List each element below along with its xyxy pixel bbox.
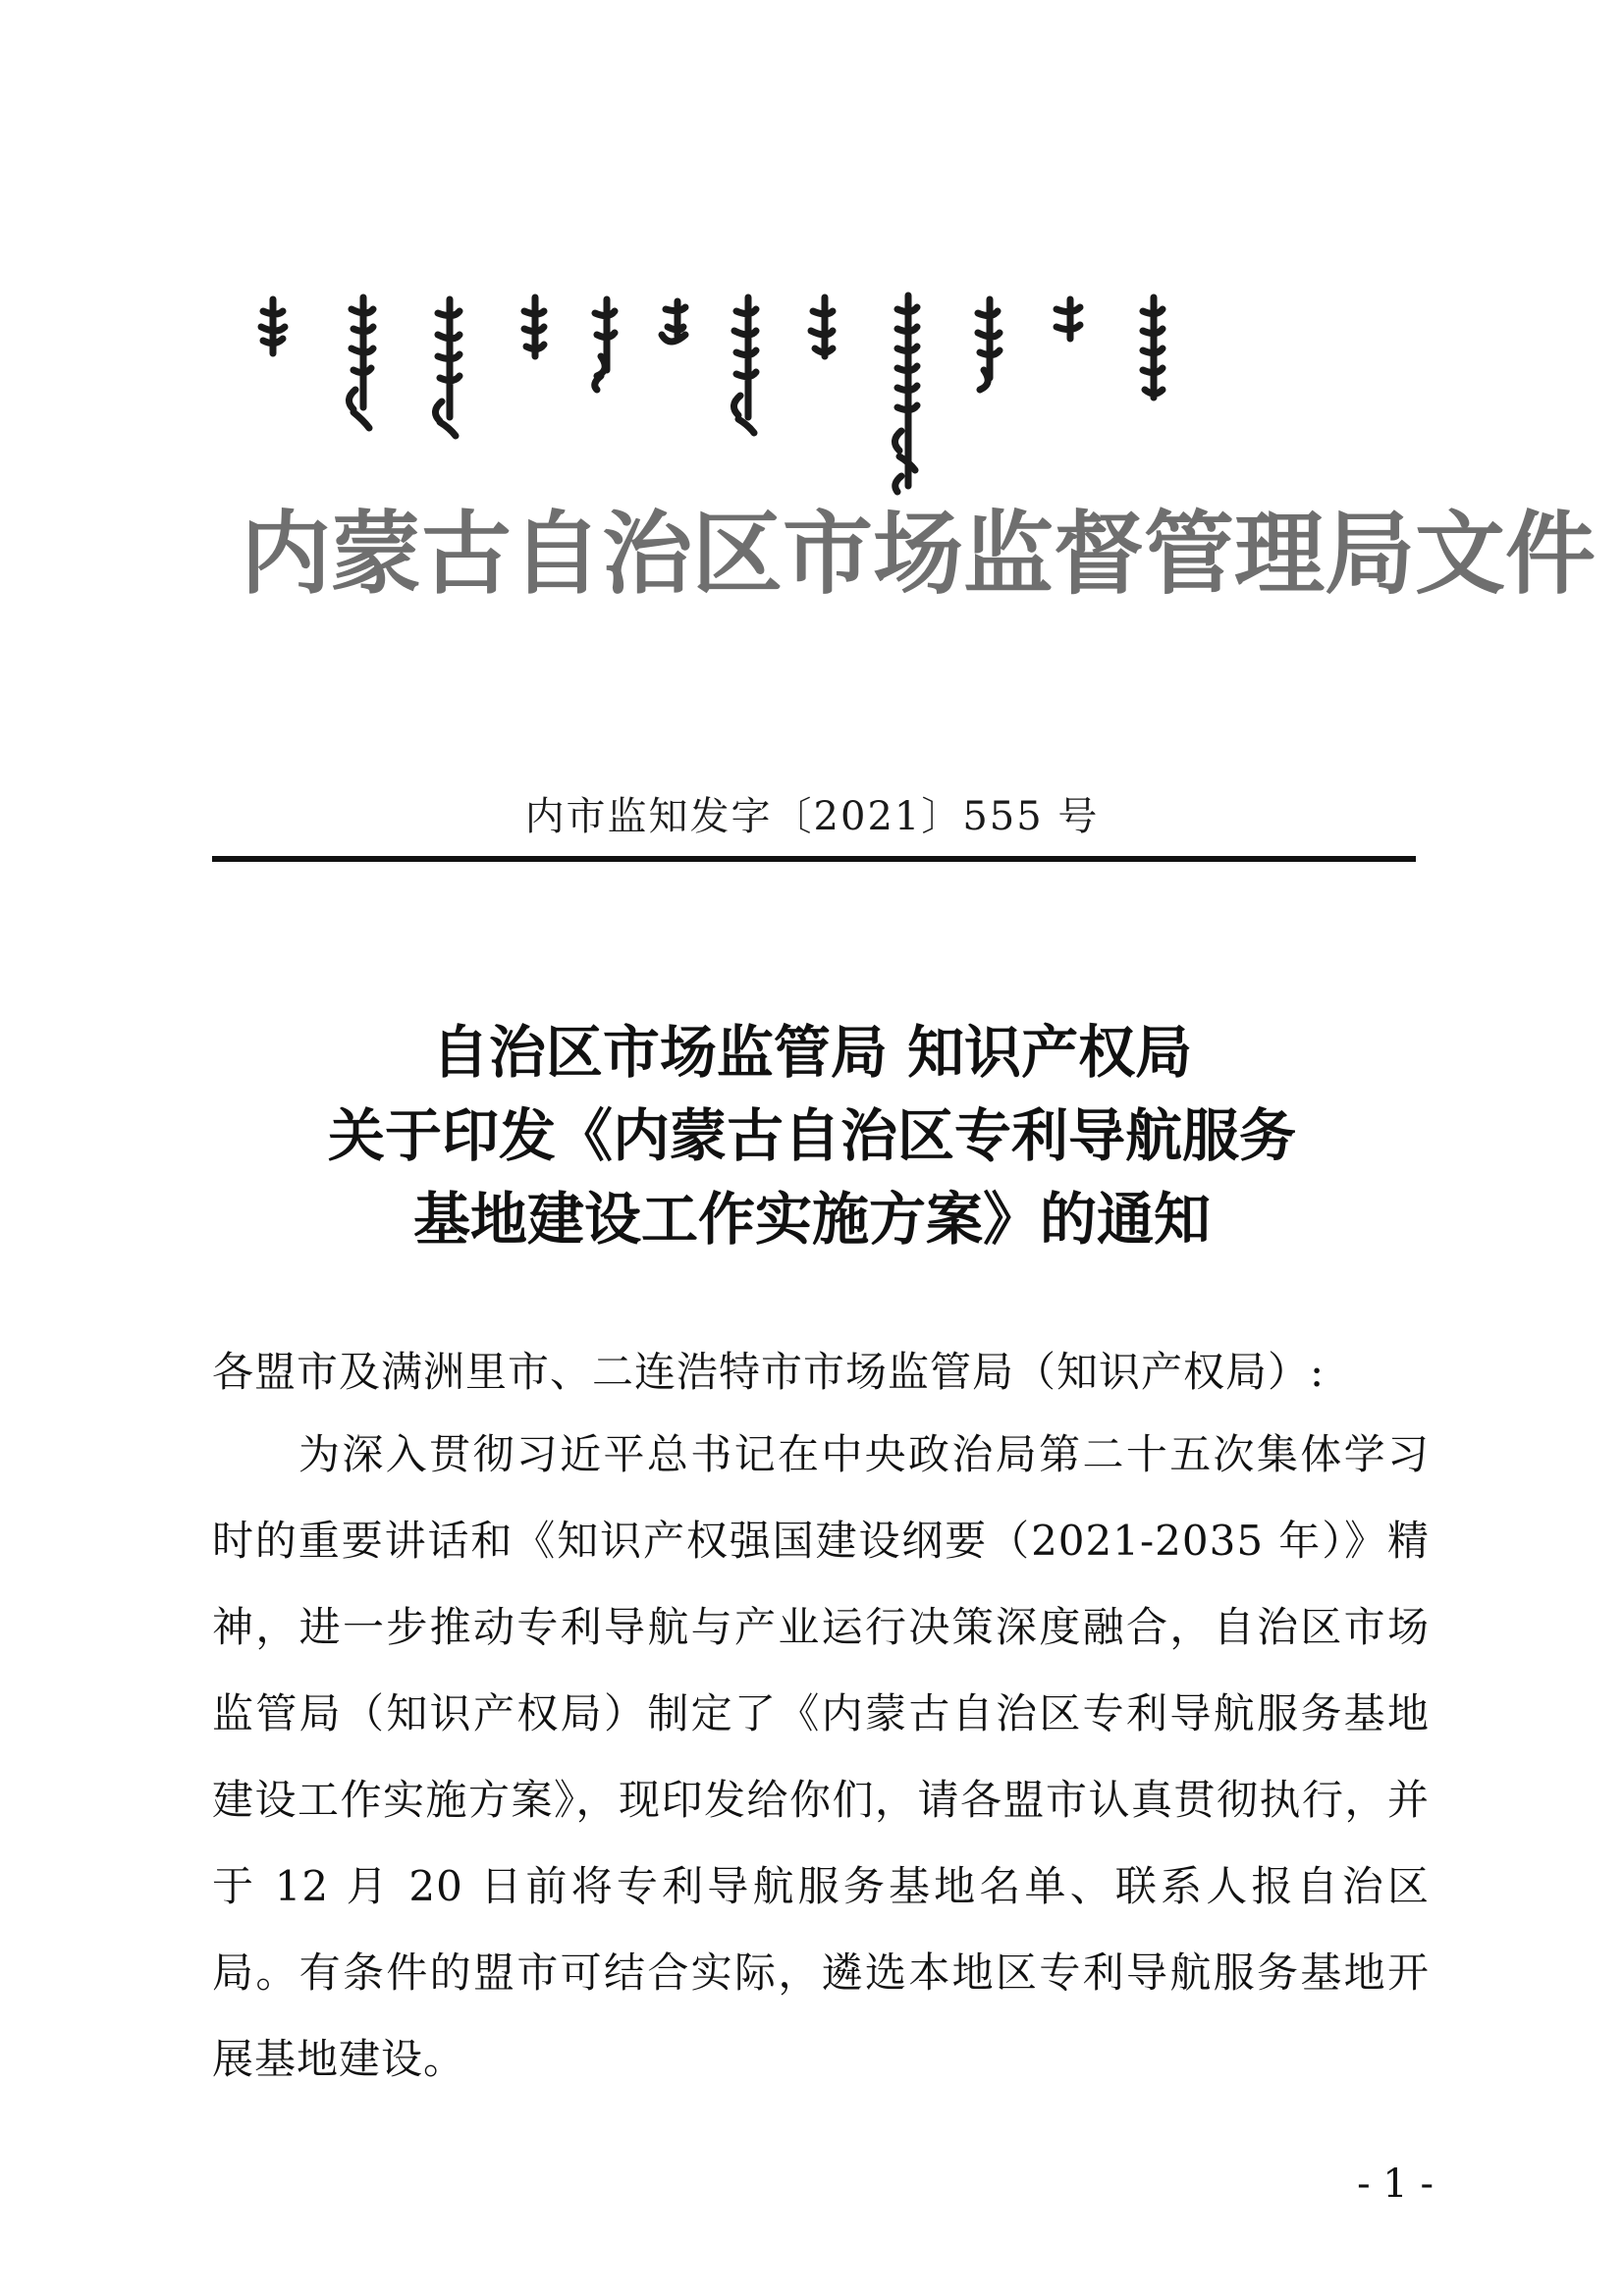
salutation: 各盟市及满洲里市、二连浩特市市场监管局（知识产权局）:	[212, 1348, 1326, 1396]
mongolian-script-heading	[245, 280, 1384, 515]
document-number: 内市监知发字〔2021〕555 号	[524, 794, 1100, 839]
notice-title	[0, 1011, 1624, 1261]
notice-title-line-2: 关于印发《内蒙古自治区专利导航服务	[327, 1102, 1296, 1169]
notice-title-line-1: 自治区市场监管局 知识产权局	[431, 1019, 1193, 1086]
notice-title-line-3: 基地建设工作实施方案》的通知	[412, 1186, 1211, 1253]
body-paragraph: 为深入贯彻习近平总书记在中央政治局第二十五次集体学习时的重要讲话和《知识产权强国建设纲要（2021-2035 年）》精神，进一步推动专利导航与产业运行决策深度融合，自治区市场监管局（知识产权局）制定了《内蒙古自治区专利导航服务基地建设工作实施方案》，现印发给你们，请各盟市认真贯彻执行，并于 12 月 20 日前将专利导航服务基地名单、联系人报自治区局。有条件的盟市可结合实际，遴选本地区专利导航服务基地开展基地建设。	[212, 1430, 1430, 2083]
page-number: - 1 -	[1357, 2162, 1434, 2207]
header-divider	[212, 856, 1416, 862]
agency-title: 内蒙古自治区市场监督管理局文件	[241, 502, 1597, 607]
